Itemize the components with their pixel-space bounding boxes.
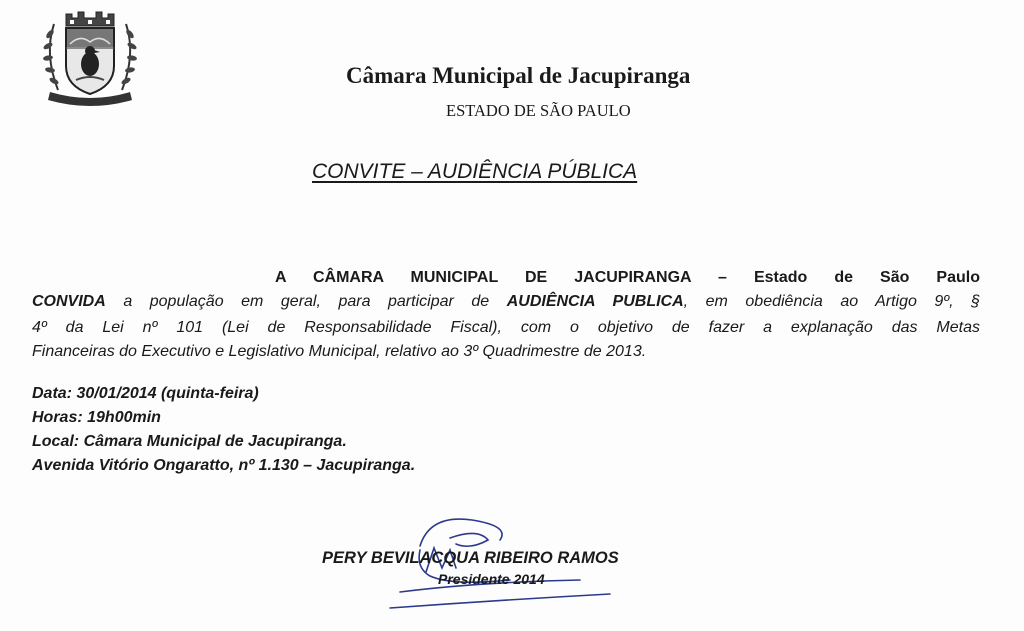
paragraph-line-1 [32,268,980,288]
signer-role: Presidente 2014 [438,571,545,587]
event-address: Avenida Vitório Ongaratto, nº 1.130 – Jacupiranga. [32,457,416,474]
paragraph-intro: A CÂMARA MUNICIPAL DE JACUPIRANGA – Estado de São Paulo [275,269,980,286]
event-name: AUDIÊNCIA PUBLICA [506,293,684,310]
legal-reference-start: , em obediência ao Artigo 9º, § [683,293,981,310]
paragraph-line-2 [32,292,980,312]
signer-name: PERY BEVILACQUA RIBEIRO RAMOS [322,549,619,567]
invite-text: a população em geral, para participar de [123,293,490,310]
event-hours: Horas: 19h00min [32,409,161,426]
municipal-coat-of-arms-icon [40,4,140,112]
event-location: Local: Câmara Municipal de Jacupiranga. [32,433,347,450]
paragraph-line-4: Financeiras do Executivo e Legislativo Municipal, relativo ao 3º Quadrimestre de 2013. [32,343,647,360]
invite-keyword: CONVIDA [32,293,106,310]
paragraph-line-3: 4º da Lei nº 101 (Lei de Responsabilidade Fiscal), com o objetivo de fazer a explanação das Metas [32,319,980,336]
org-state: ESTADO DE SÃO PAULO [446,101,631,120]
document-title: CONVITE – AUDIÊNCIA PÚBLICA [312,160,638,183]
event-date: Data: 30/01/2014 (quinta-feira) [32,385,259,402]
org-name: Câmara Municipal de Jacupiranga [346,63,691,88]
